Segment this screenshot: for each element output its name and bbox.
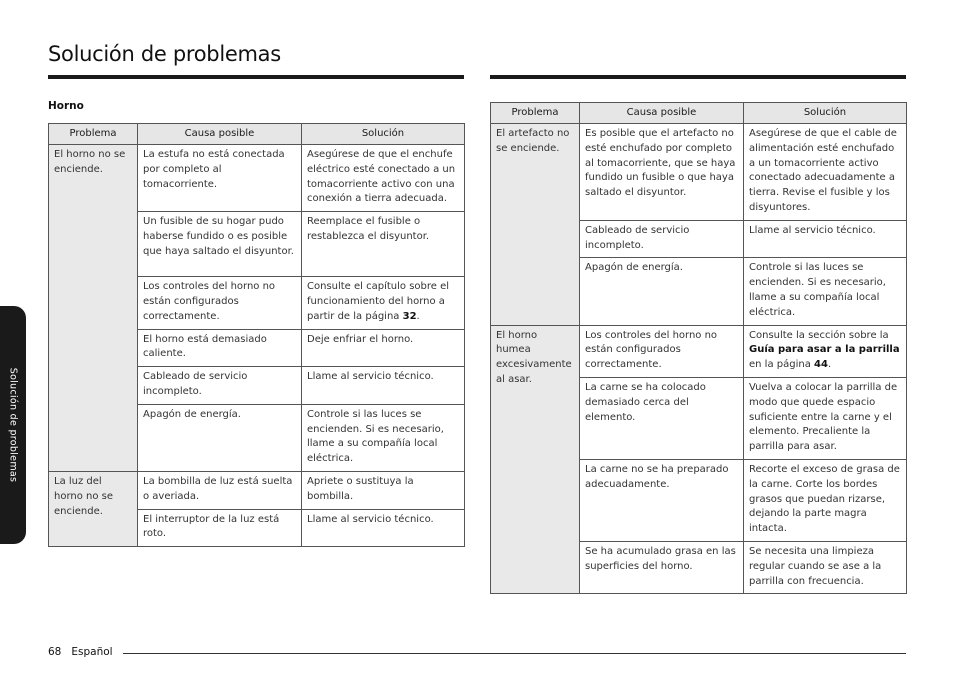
header-problem: Problema: [49, 124, 138, 145]
troubleshooting-table-right: [490, 102, 907, 594]
cause-cell: La carne no se ha preparado adecuadamente.: [580, 459, 744, 541]
cause-cell: Un fusible de su hogar pudo haberse fundido o es posible que haya saltado el disyuntor.: [138, 212, 302, 277]
solution-cell: Asegúrese de que el cable de alimentación esté enchufado a un tomacorriente activo conectado adecuadamente a tierra. Revise el fusible y los disyuntores.: [744, 124, 907, 221]
solution-cell: Se necesita una limpieza regular cuando se ase a la parrilla con frecuencia.: [744, 541, 907, 593]
troubleshooting-table-left: [48, 123, 465, 547]
solution-cell: Controle si las luces se encienden. Si es necesario, llame a su compañía local eléctrica.: [744, 258, 907, 325]
solution-cell: Reemplace el fusible o restablezca el disyuntor.: [302, 212, 465, 277]
side-chapter-tab: [0, 306, 26, 544]
problem-cell: La luz del horno no se enciende.: [49, 471, 138, 546]
solution-cell: [744, 325, 907, 377]
solution-cell: Deje enfriar el horno.: [302, 329, 465, 367]
solution-cell: Apriete o sustituya la bombilla.: [302, 471, 465, 509]
page-reference: 32: [402, 310, 417, 322]
solution-end: .: [827, 359, 832, 371]
problem-cell: El artefacto no se enciende.: [491, 124, 580, 326]
cause-cell: Los controles del horno no están configurados correctamente.: [580, 325, 744, 377]
side-tab-label: Solución de problemas: [7, 367, 19, 483]
table-row: [491, 325, 907, 377]
page-reference: 44: [814, 359, 828, 371]
header-solution: Solución: [744, 103, 907, 124]
guide-reference: Guía para asar a la parrilla: [749, 344, 900, 356]
cause-cell: La estufa no está conectada por completo al tomacorriente.: [138, 145, 302, 212]
solution-cell: Asegúrese de que el enchufe eléctrico esté conectado a un tomacorriente activo con una conexión a tierra adecuada.: [302, 145, 465, 212]
table-header-row: [491, 103, 907, 124]
solution-cell: [302, 277, 465, 329]
solution-cell: Recorte el exceso de grasa de la carne. Corte los bordes grasos que puedan rizarse, dejando la parte magra intacta.: [744, 459, 907, 541]
solution-end: .: [416, 310, 420, 322]
header-cause: Causa posible: [580, 103, 744, 124]
cause-cell: Es posible que el artefacto no esté enchufado por completo al tomacorriente, que se haya fundido un fusible o que haya saltado el disyuntor.: [580, 124, 744, 221]
solution-cell: Llame al servicio técnico.: [302, 367, 465, 405]
solution-cell: Llame al servicio técnico.: [302, 509, 465, 547]
cause-cell: Cableado de servicio incompleto.: [580, 220, 744, 258]
cause-cell: Los controles del horno no están configurados correctamente.: [138, 277, 302, 329]
cause-cell: El interruptor de la luz está roto.: [138, 509, 302, 547]
section-heading: Horno: [48, 100, 84, 112]
solution-text: Consulte el capítulo sobre el funcionamiento del horno a partir de la página: [307, 281, 450, 322]
title-rule-right: [490, 75, 906, 79]
cause-cell: La carne se ha colocado demasiado cerca del elemento.: [580, 377, 744, 459]
solution-cell: Llame al servicio técnico.: [744, 220, 907, 258]
cause-cell: Apagón de energía.: [138, 404, 302, 471]
problem-cell: El horno humea excesivamente al asar.: [491, 325, 580, 594]
cause-cell: La bombilla de luz está suelta o averiada.: [138, 471, 302, 509]
cause-cell: Apagón de energía.: [580, 258, 744, 325]
solution-cell: Controle si las luces se encienden. Si es necesario, llame a su compañía local eléctrica.: [302, 404, 465, 471]
table-row: [49, 145, 465, 212]
page-footer: [48, 646, 113, 658]
cause-cell: Cableado de servicio incompleto.: [138, 367, 302, 405]
cause-cell: Se ha acumulado grasa en las superficies del horno.: [580, 541, 744, 593]
page-number: 68: [48, 646, 62, 658]
header-problem: Problema: [491, 103, 580, 124]
table-row: [491, 124, 907, 221]
page-title: Solución de problemas: [48, 42, 281, 66]
title-rule-left: [48, 75, 464, 79]
table-row: [49, 471, 465, 509]
page-language: Español: [71, 646, 113, 658]
solution-cell: Vuelva a colocar la parrilla de modo que quede espacio suficiente entre la carne y el elemento. Precaliente la parrilla para asar.: [744, 377, 907, 459]
solution-mid: en la página: [749, 359, 811, 371]
header-cause: Causa posible: [138, 124, 302, 145]
cause-cell: El horno está demasiado caliente.: [138, 329, 302, 367]
table-header-row: [49, 124, 465, 145]
problem-cell: El horno no se enciende.: [49, 145, 138, 472]
header-solution: Solución: [302, 124, 465, 145]
footer-rule: [123, 653, 906, 654]
solution-text: Consulte la sección sobre la: [749, 329, 889, 341]
